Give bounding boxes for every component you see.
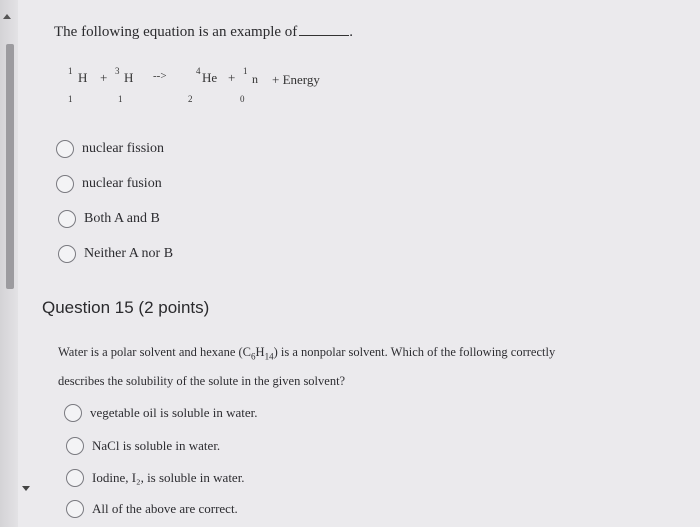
q14-option-d[interactable]: Neither A nor B (58, 245, 173, 263)
h1-atomic-number: 1 (68, 94, 73, 104)
h1-symbol: H (78, 70, 88, 85)
scrollbar-track[interactable] (0, 0, 18, 527)
question-15-prompt: Water is a polar solvent and hexane $(C_6H_{14})$ is a nonpolar solvent. Which of the following correctly describes the solubility of the solute in the given solvent? (58, 345, 556, 388)
question-15-heading: Question 15 (2 points) (42, 298, 210, 317)
h1-mass-number: 1 (68, 66, 73, 76)
radio-button[interactable] (66, 437, 84, 455)
q15-option-d[interactable]: All of the above are correct. (66, 500, 238, 518)
q15-option-a[interactable]: vegetable oil is soluble in water. (64, 404, 258, 422)
q15-option-b[interactable]: NaCl is soluble in water. (66, 437, 220, 455)
radio-button[interactable] (58, 210, 76, 228)
n-atomic-number: 0 (240, 94, 245, 104)
scroll-up-arrow-icon[interactable] (3, 14, 11, 19)
h3-mass-number: 3 (115, 66, 120, 76)
he-symbol: He (202, 70, 218, 85)
energy-term: + Energy (272, 72, 320, 87)
q14-option-c[interactable]: Both A and B (58, 210, 160, 228)
reaction-arrow: --> (153, 70, 167, 82)
he-atomic-number: 2 (188, 94, 193, 104)
n-symbol: n (252, 72, 258, 86)
radio-button[interactable] (56, 175, 74, 193)
plus-sign: + (100, 70, 108, 85)
radio-button[interactable] (56, 140, 74, 158)
radio-button[interactable] (64, 404, 82, 422)
h3-atomic-number: 1 (118, 94, 123, 104)
he-mass-number: 4 (196, 66, 201, 76)
scroll-down-arrow-icon[interactable] (22, 486, 30, 491)
q14-option-b[interactable]: nuclear fusion (56, 175, 162, 193)
n-mass-number: 1 (243, 66, 248, 76)
question-14-prompt: The following equation is an example of . (54, 24, 354, 40)
plus-sign: + (228, 70, 236, 85)
h3-symbol: H (124, 70, 134, 85)
q15-option-c[interactable]: Iodine, I₂, is soluble in water. (66, 469, 245, 487)
radio-button[interactable] (58, 245, 76, 263)
scrollbar-thumb[interactable] (6, 44, 14, 289)
radio-button[interactable] (66, 469, 84, 487)
radio-button[interactable] (66, 500, 84, 518)
q14-option-a[interactable]: nuclear fission (56, 140, 164, 158)
answer-blank (299, 35, 349, 36)
